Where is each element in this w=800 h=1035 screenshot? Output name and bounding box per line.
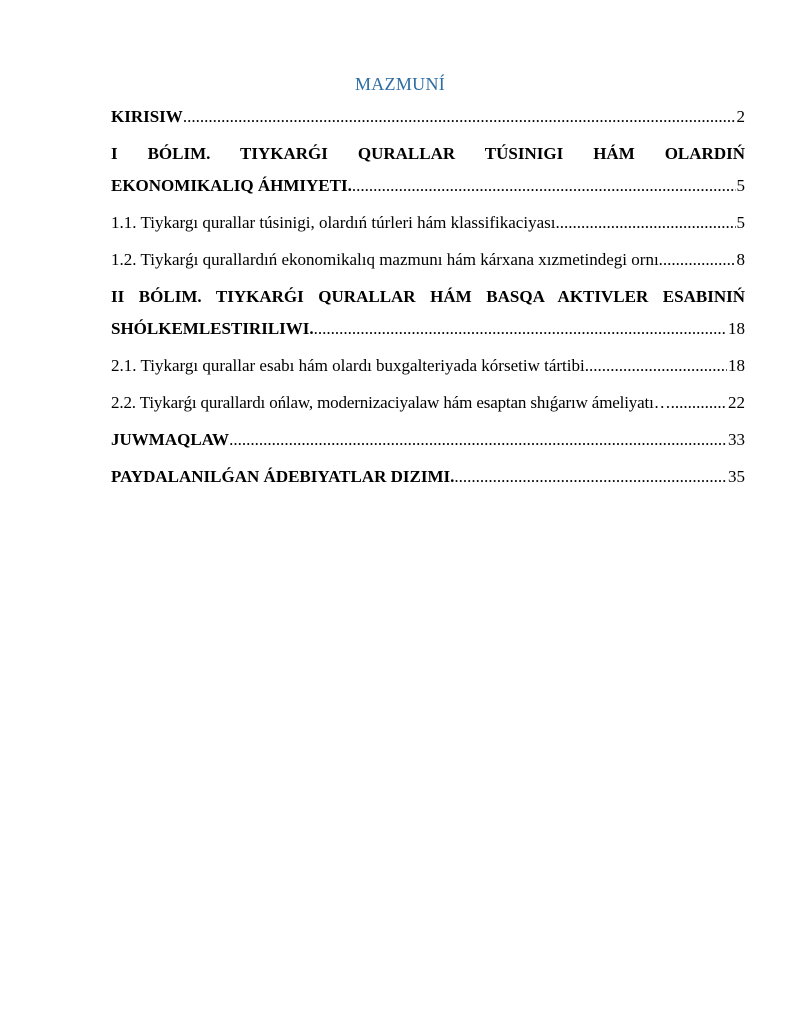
toc-entry-label-line1: I BÓLIM. TIYKARǴI QURALLAR TÚSINIGI HÁM OLARDIŃ (111, 144, 745, 163)
dot-leader (352, 172, 736, 200)
toc-page-number: 8 (736, 250, 745, 269)
toc-entry-chapter-1[interactable] (111, 140, 745, 200)
toc-entry-section-2-1[interactable] (111, 352, 745, 380)
toc-entry-label-line2: SHÓLKEMLESTIRILIWI. (111, 319, 314, 338)
toc-entry-label: PAYDALANILǴAN ÁDEBIYATLAR DIZIMI. (111, 467, 455, 486)
toc-entry-references[interactable] (111, 463, 745, 491)
dot-leader (555, 209, 735, 237)
toc-entry-label: 2.2. Tiykarǵı qurallardı ońlaw, modernizaciyalaw hám esaptan shıǵarıw ámeliyatı… (111, 393, 671, 412)
toc-title: MAZMUNÍ (354, 74, 446, 94)
toc-entry-label-line2: EKONOMIKALIQ ÁHMIYETI. (111, 176, 352, 195)
toc-entry-section-2-2[interactable] (111, 389, 745, 417)
toc-page-number: 33 (728, 430, 745, 449)
dot-leader (659, 246, 736, 274)
toc-entry-label: 1.1. Tiykargı qurallar túsinigi, olardıń túrleri hám klassifikaciyası (111, 213, 556, 232)
toc-entry-label: KIRISIW (111, 107, 183, 126)
toc-entry-label: JUWMAQLAW (111, 430, 230, 449)
toc-page-number: 35 (728, 467, 745, 486)
toc-page-number: 22 (728, 393, 745, 412)
toc-entry-section-1-2[interactable] (111, 246, 745, 274)
dot-leader (454, 463, 727, 491)
dot-leader (183, 103, 736, 131)
toc-page-number: 5 (736, 213, 745, 232)
toc-entry-chapter-2[interactable] (111, 283, 745, 343)
toc-page-number: 5 (736, 176, 745, 195)
toc-page-number: 18 (728, 356, 745, 375)
dot-leader (314, 315, 727, 343)
toc-page-number: 18 (728, 319, 745, 338)
toc-entry-label: 1.2. Tiykarǵı qurallardıń ekonomikalıq mazmunı hám kárxana xızmetindegi ornı (111, 250, 659, 269)
toc-entry-juwmaqlaw[interactable] (111, 426, 745, 454)
toc-entry-label-line1: II BÓLIM. TIYKARǴI QURALLAR HÁM BASQA AKTIVLER ESABINIŃ (111, 287, 745, 306)
toc-entry-section-1-1[interactable] (111, 209, 745, 237)
dot-leader (585, 352, 727, 380)
toc-entry-label: 2.1. Tiykargı qurallar esabı hám olardı buxgalteriyada kórsetiw tártibi (111, 356, 585, 375)
toc-entry-kirisiw[interactable] (111, 103, 745, 131)
table-of-contents (111, 103, 745, 491)
dot-leader (671, 389, 727, 417)
dot-leader (229, 426, 727, 454)
toc-page-number: 2 (736, 107, 745, 126)
